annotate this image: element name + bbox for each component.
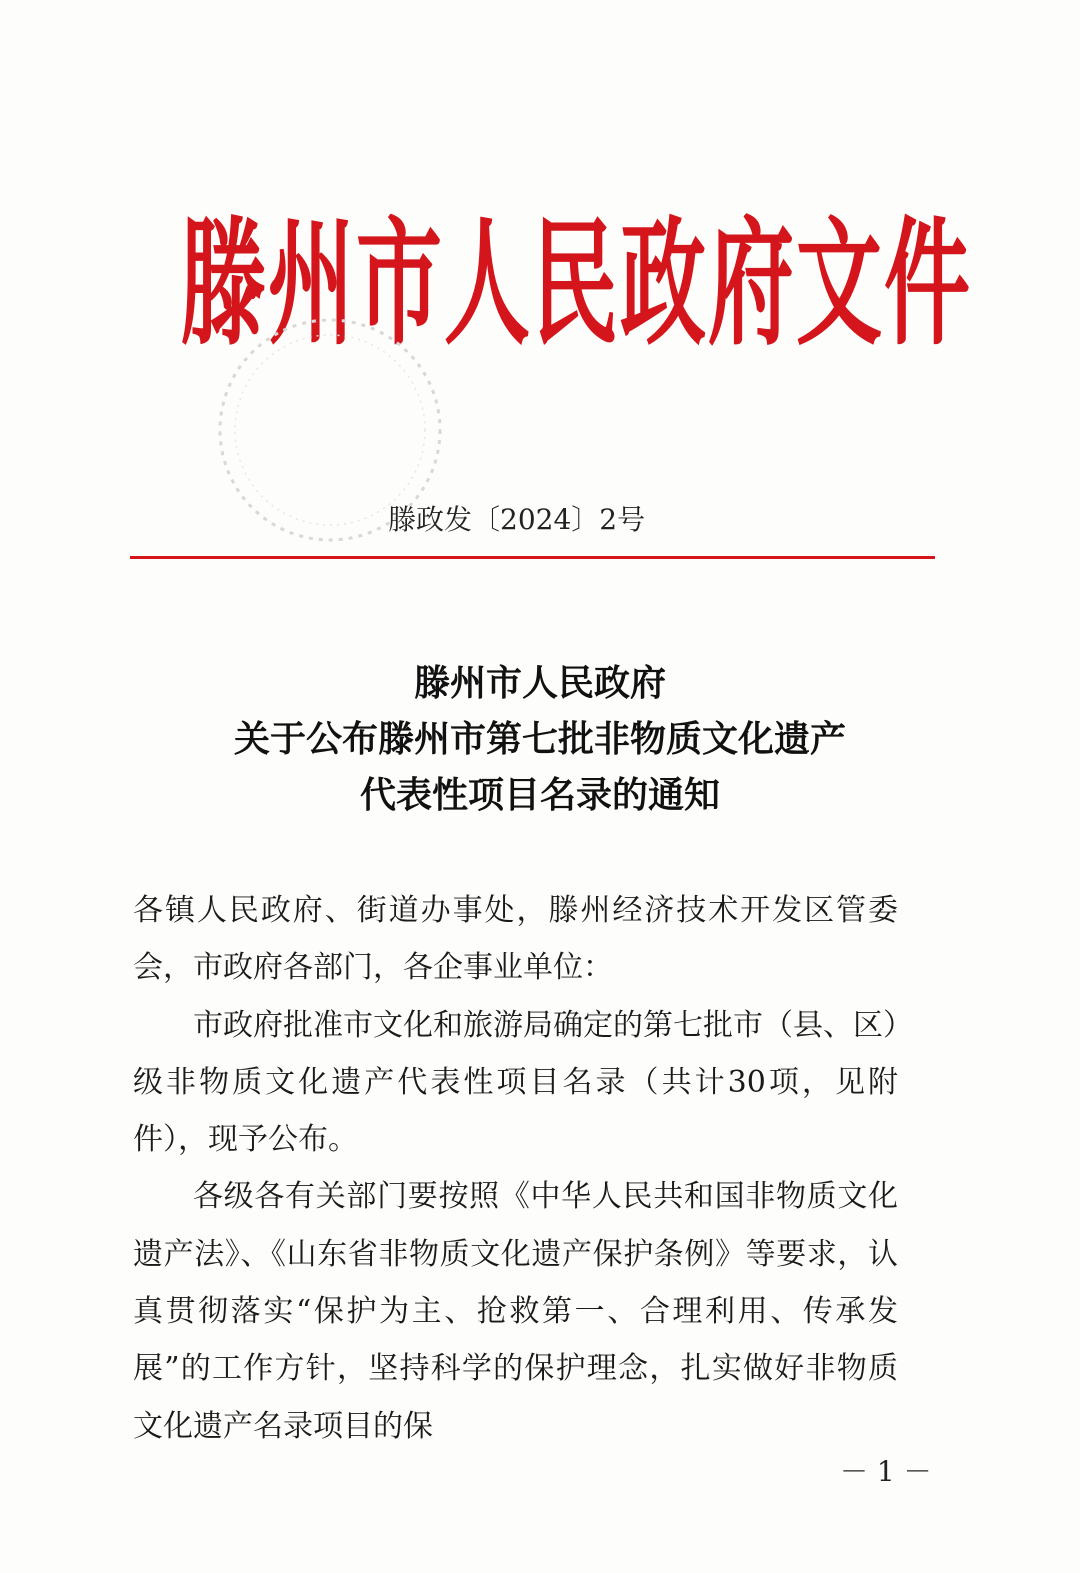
body-paragraph-1: 市政府批准市文化和旅游局确定的第七批市（县、区）级非物质文化遗产代表性项目名录（共计30项，见附件），现予公布。 — [133, 1007, 898, 1158]
body-paragraph-2: 各级各有关部门要按照《中华人民共和国非物质文化遗产法》、《山东省非物质文化遗产保护条例》等要求，认真贯彻落实“保护为主、抢救第一、合理利用、传承发展”的工作方针，坚持科学的保护理念，扎实做好非物质文化遗产名录项目的保 — [133, 1179, 898, 1444]
notice-title-line-3: 代表性项目名录的通知 — [359, 774, 720, 816]
notice-title — [100, 655, 980, 823]
document-header-title: 滕州市人民政府文件 — [180, 203, 972, 365]
notice-title-line-1: 滕州市人民政府 — [413, 662, 666, 704]
notice-body — [133, 882, 898, 1455]
page-number: － 1 － — [840, 1455, 932, 1488]
red-divider-line — [130, 556, 935, 559]
salutation: 各镇人民政府、街道办事处，滕州经济技术开发区管委会，市政府各部门，各企事业单位： — [133, 893, 898, 986]
notice-title-line-2: 关于公布滕州市第七批非物质文化遗产 — [233, 718, 846, 760]
document-number: 滕政发〔2024〕2号 — [388, 503, 646, 536]
